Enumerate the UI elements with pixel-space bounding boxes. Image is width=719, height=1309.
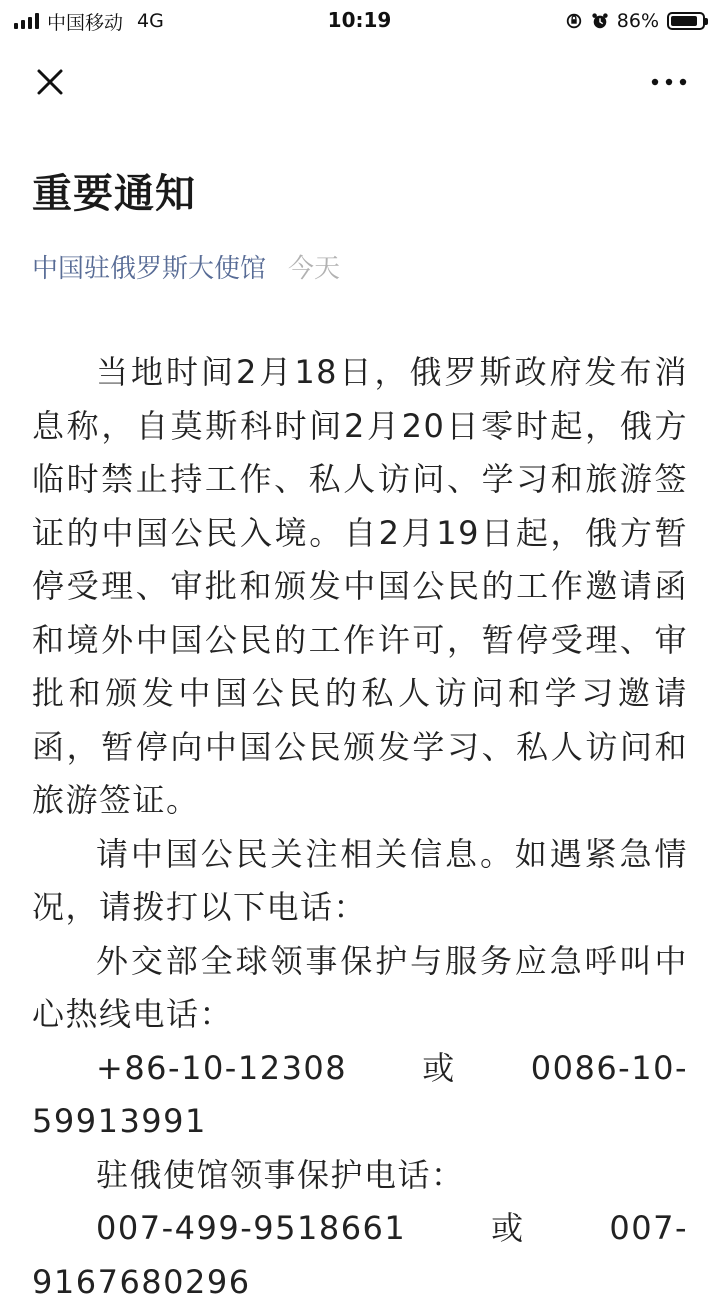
phone-number-text: +86-10-12308或0086-10-59913991 bbox=[32, 1048, 688, 1140]
article-meta bbox=[32, 248, 340, 285]
article-title: 重要通知 bbox=[32, 171, 196, 217]
status-bar bbox=[0, 0, 719, 42]
more-icon[interactable] bbox=[647, 62, 691, 102]
phone-number-text: 007-499-9518661 或 007-9167680296 bbox=[32, 1209, 688, 1301]
battery-fill bbox=[671, 16, 697, 26]
battery-percent: 86% bbox=[616, 10, 659, 32]
close-icon[interactable] bbox=[30, 62, 70, 102]
clock: 10:19 bbox=[327, 8, 392, 32]
paragraph: 外交部全球领事保护与服务应急呼叫中心热线电话： bbox=[32, 941, 688, 1033]
account-name-link[interactable]: 中国驻俄罗斯大使馆 bbox=[32, 254, 267, 284]
publish-date: 今天 bbox=[288, 254, 341, 284]
nav-bar bbox=[0, 50, 719, 114]
alarm-icon bbox=[591, 12, 609, 30]
paragraph: 请中国公民关注相关信息。如遇紧急情况，请拨打以下电话： bbox=[32, 834, 688, 926]
signal-icon bbox=[14, 13, 39, 29]
rotation-lock-icon bbox=[565, 12, 583, 30]
network-type: 4G bbox=[137, 10, 164, 32]
paragraph: 驻俄使馆领事保护电话： bbox=[96, 1155, 465, 1194]
article-body bbox=[32, 346, 688, 1309]
carrier-name: 中国移动 bbox=[47, 11, 124, 34]
battery-icon bbox=[667, 12, 705, 30]
paragraph: 当地时间2月18日，俄罗斯政府发布消息称，自莫斯科时间2月20日零时起，俄方临时禁止持工作、私人访问、学习和旅游签证的中国公民入境。自2月19日起，俄方暂停受理、审批和颁发中国公民的工作邀请函和境外中国公民的工作许可，暂停受理、审批和颁发中国公民的私人访问和学习邀请函，暂停向中国公民颁发学习、私人访问和旅游签证。 bbox=[32, 353, 688, 819]
status-indicators bbox=[565, 10, 705, 32]
